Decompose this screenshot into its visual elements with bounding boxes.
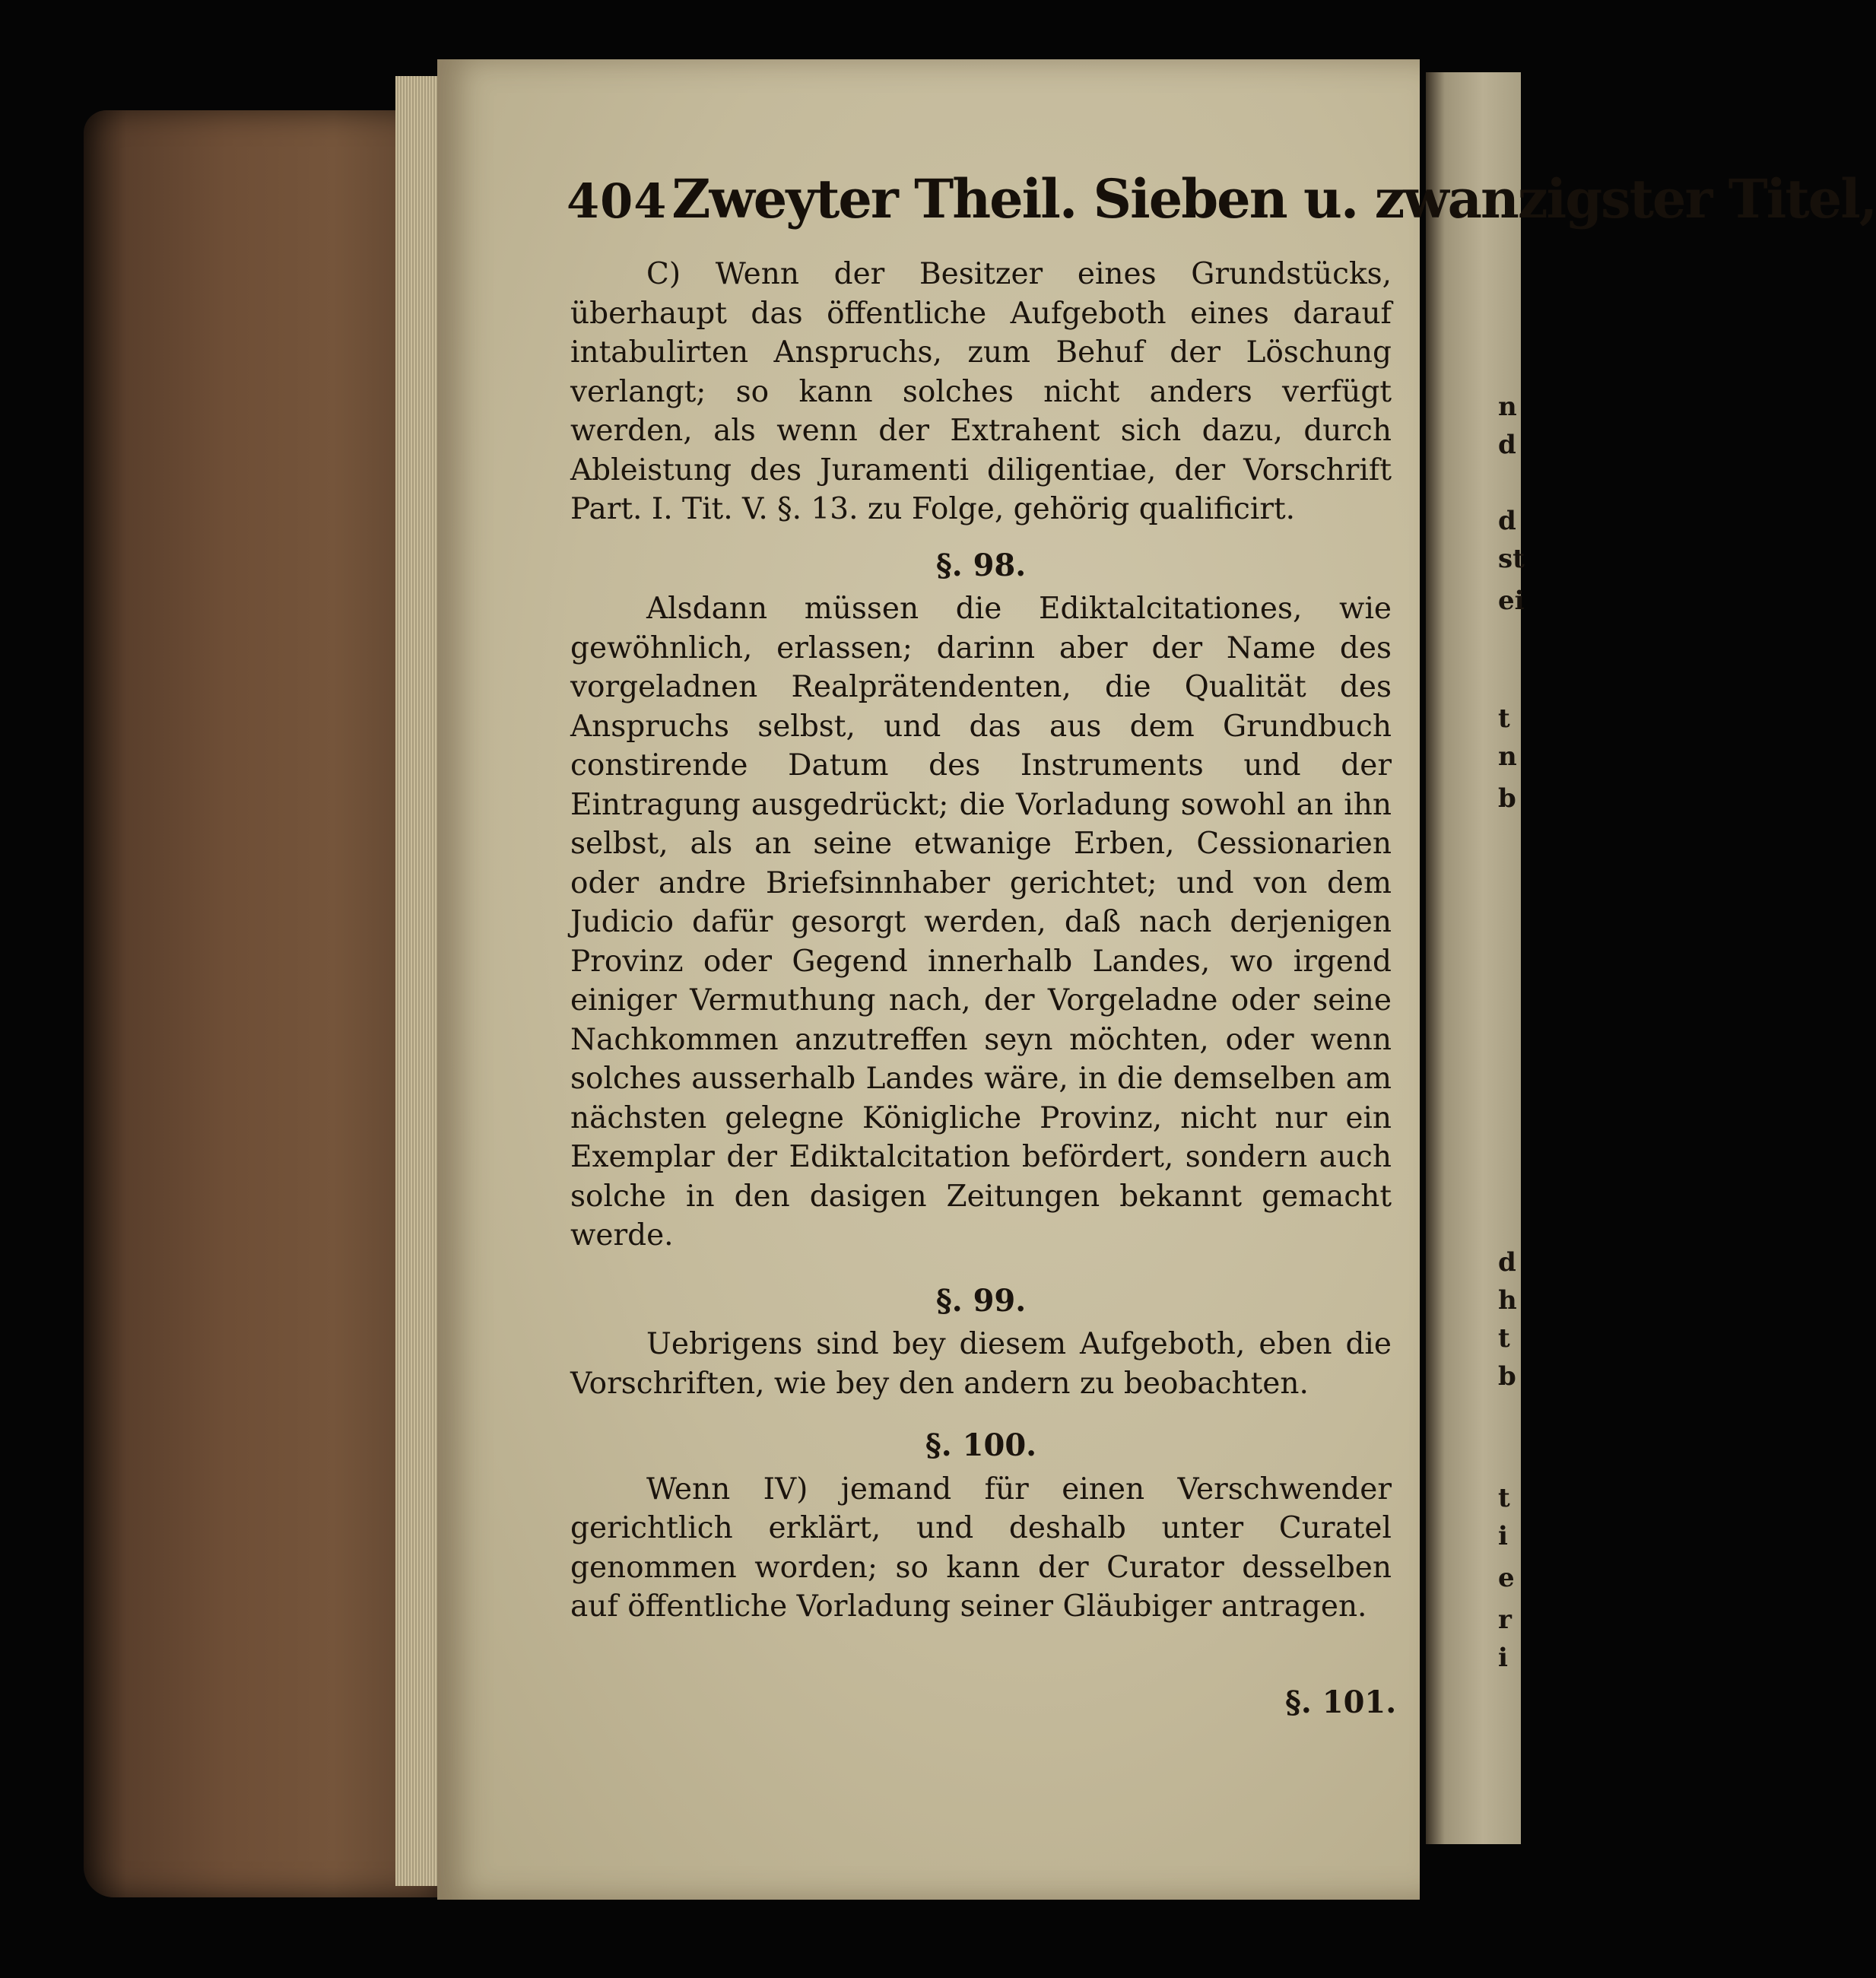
section-heading-98: §. 98. xyxy=(935,547,1027,583)
facing-page-fragment: n xyxy=(1498,741,1517,772)
paragraph-c: C) Wenn der Besitzer eines Grundstücks, überhaupt das öffentliche Aufgeboth eines darauf intabulirten Anspruchs, zum Behuf der Löschung verlangt; so kann solches nicht anders verfügt werden, als wenn der Extrahent sich dazu, durch Ableistung des Juramenti diligentiae, der Vorschrift Part. I. Tit. V. §. 13. zu Folge, gehörig qualificirt. xyxy=(570,257,1392,526)
facing-page-fragment: d xyxy=(1498,506,1516,536)
paragraph-98: Alsdann müssen die Ediktalcitationes, wie gewöhnlich, erlassen; darinn aber der Name des vorgeladnen Realprätendenten, die Qualität des Anspruchs selbst, und das aus dem Grundbuch constirende Datum des Instruments und der Eintragung ausgedrückt; die Vorladung sowohl an ihn selbst, als an seine etwanige Erben, Cessionarien oder andre Briefsinnhaber gerichtet; und von dem Judicio dafür gesorgt werden, daß nach derjenigen Provinz oder Gegend innerhalb Landes, wo irgend einiger Vermuthung nach, der Vorgeladne oder seine Nachkommen anzutreffen seyn möchten, oder wenn solches ausserhalb Landes wäre, in die demselben am nächsten gelegne Königliche Provinz, nicht nur ein Exemplar der Ediktalcitation befördert, sondern auch solche in den dasigen Zeitungen bekannt gemacht werde. xyxy=(570,592,1392,1253)
facing-page-fragment: i xyxy=(1498,1643,1508,1673)
catchword: §. 101. xyxy=(1285,1684,1397,1720)
section-heading-99: §. 99. xyxy=(935,1282,1027,1319)
facing-page-fragment: ei xyxy=(1498,586,1525,616)
facing-page-fragment: t xyxy=(1498,1323,1510,1354)
facing-page-fragment: i xyxy=(1498,1521,1508,1551)
page-body xyxy=(570,255,1392,1627)
facing-page-fragment: h xyxy=(1498,1285,1517,1316)
facing-page-fragment: st xyxy=(1498,544,1525,574)
page-number: 404 xyxy=(567,173,668,229)
facing-page-fragment: t xyxy=(1498,1483,1510,1513)
facing-page-fragment: b xyxy=(1498,1361,1516,1392)
paragraph-100: Wenn IV) jemand für einen Verschwender gerichtlich erklärt, und deshalb unter Curatel genommen worden; so kann der Curator desselben auf öffentliche Vorladung seiner Gläubiger antragen. xyxy=(570,1472,1392,1624)
running-title: Zweyter Theil. Sieben u. zwanzigster Titel, xyxy=(671,167,1876,230)
book-fore-edge xyxy=(84,110,441,1897)
facing-page-fragment: b xyxy=(1498,783,1516,814)
section-heading-100: §. 100. xyxy=(925,1427,1037,1463)
page-edges xyxy=(395,76,441,1886)
facing-page-fragment: d xyxy=(1498,1247,1516,1278)
facing-page-fragment: n xyxy=(1498,392,1517,422)
facing-page-fragment: t xyxy=(1498,703,1510,734)
paragraph-99: Uebrigens sind bey diesem Aufgeboth, eben die Vorschriften, wie bey den andern zu beobachten. xyxy=(570,1327,1392,1401)
page-header xyxy=(567,167,1876,243)
facing-page-fragment: r xyxy=(1498,1605,1512,1635)
facing-page-fragment: e xyxy=(1498,1563,1515,1593)
facing-page-fragment: d xyxy=(1498,430,1516,460)
